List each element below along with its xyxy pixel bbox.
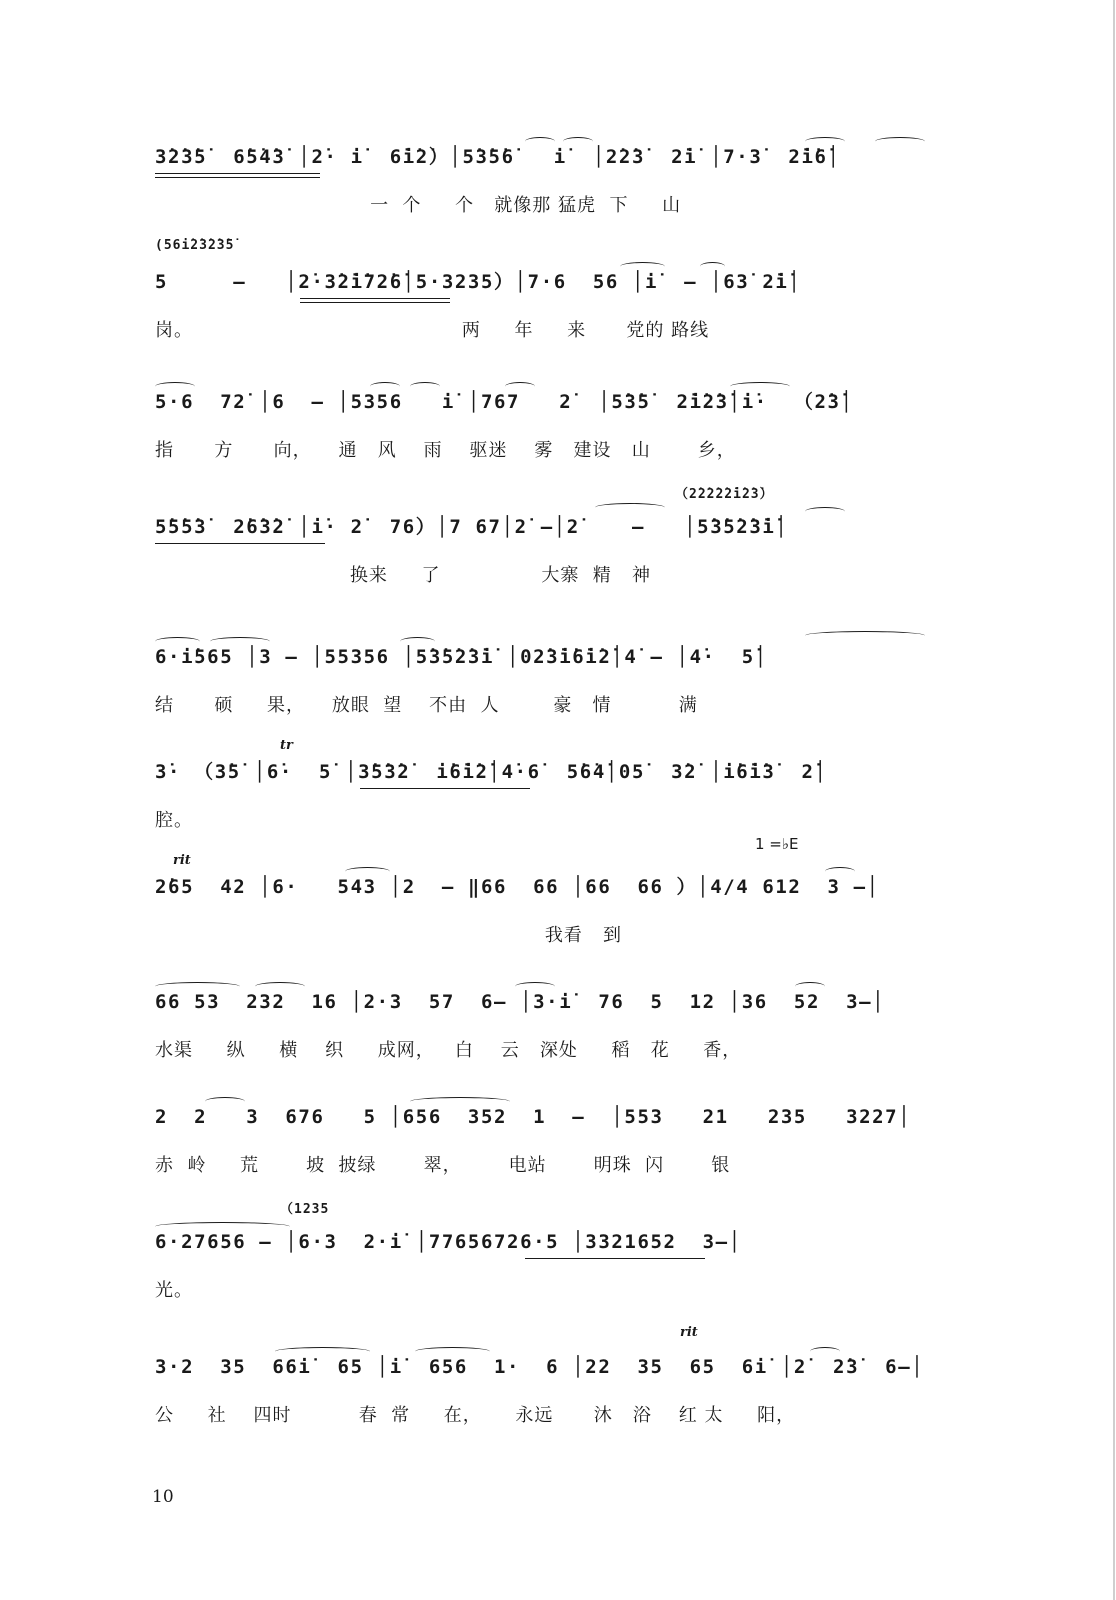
trill-mark: tr: [280, 738, 293, 753]
lyrics-line: 指 方 向， 通 风 雨 驱迷 雾 建设 山 乡，: [155, 440, 736, 461]
lyrics-line: 公 社 四时 春 常 在， 永远 沐 浴 红 太 阳，: [155, 1405, 796, 1426]
key-signature: 1 =♭E: [755, 835, 799, 853]
notation-line: 2̇65 42 │6· 543 │2 — ‖66 66 │66 66 ）│4/4 612 3 —│: [155, 876, 880, 898]
lyrics-line: 我看 到: [155, 925, 623, 946]
notation-line: 6·i̇565 │3 — │55356 │5̇3̇5̇2̇3̇i̇ │02̇3̇i̇6̇i̇2̇│4̇ — │4̇· 5̇│: [155, 646, 768, 668]
page-edge: [1113, 0, 1115, 1600]
lyrics-line: 赤 岭 荒 坡 披绿 翠， 电站 明珠 闪 银: [155, 1155, 731, 1176]
notation-line: 2 2 3 676 5 │656 352 1 — │553 21 235 3227│: [155, 1106, 912, 1128]
lyrics-line: 一 个 个 就像那 猛虎 下 山: [155, 195, 682, 216]
notation-line: 6·27656 — │6·3 2·i̇ │77656726·5 │3321652 3—│: [155, 1231, 742, 1253]
notation-line: 5 — │2̇·3̇2̇i̇72̇6̇│5·3235）│7·6 56 │i̇ — │63̇ 2̇i̇│: [155, 271, 802, 293]
ritardando-mark: rit: [680, 1325, 698, 1340]
grace-notes: （1235: [280, 1202, 330, 1217]
ritardando-mark: rit: [173, 853, 191, 868]
lyrics-line: 腔。: [155, 810, 193, 831]
lyrics-line: 水渠 纵 横 织 成网， 白 云 深处 稻 花 香，: [155, 1040, 742, 1061]
notation-line: 3̇· （3̇5̇ │6̇· 5̇ │3̇5̇3̇2̇ i̇6̇i̇2̇│4̇·6̇ 5̇6̇4̇│05̇ 3̇2̇ │i̇6̇i̇3̇ 2̇│: [155, 761, 828, 783]
lyrics-line: 光。: [155, 1280, 193, 1301]
notation-line: 3̇2̇3̇5̇ 6̇5̇4̇3̇ │2̇· i̇ 6̇i̇2̇）│5̇3̇5̇6̇ i̇ │2̇2̇3̇ 2̇i̇ │7·3̇ 2̇i̇6̇│: [155, 146, 841, 168]
lyrics-line: 结 硕 果， 放眼 望 不由 人 豪 情 满: [155, 695, 698, 716]
notation-line: 5·6 72̇ │6 — │5356 i̇ │767 2̇ │5̇3̇5̇ 2̇i̇2̇3̇│i̇· （2̇3̇│: [155, 391, 854, 413]
grace-notes: (56i̇2̇3̇2̇3̇5̇: [155, 238, 235, 253]
notation-line: 5̇5̇5̇3̇ 2̇6̇3̇2̇ │i̇· 2̇ 76）│7 67│2̇ —│2̇ — │5̇3̇5̇2̇3̇i̇│: [155, 516, 789, 538]
notation-line: 66 53 232 16 │2·3 57 6— │3·i̇ 76 5 12 │36 52 3—│: [155, 991, 886, 1013]
grace-notes: （2̇2̇2̇2̇2̇i̇2̇3̇）: [675, 487, 774, 502]
lyrics-line: 换来 了 大寨 精 神: [155, 565, 651, 586]
lyrics-line: 岗。 两 年 来 党的 路线: [155, 320, 710, 341]
notation-line: 3·2 35 66i̇ 65 │i̇ 656 1· 6 │22 35 65 6i̇ │2̇ 2̇3̇ 6—│: [155, 1356, 925, 1378]
page-number: 10: [152, 1487, 174, 1507]
